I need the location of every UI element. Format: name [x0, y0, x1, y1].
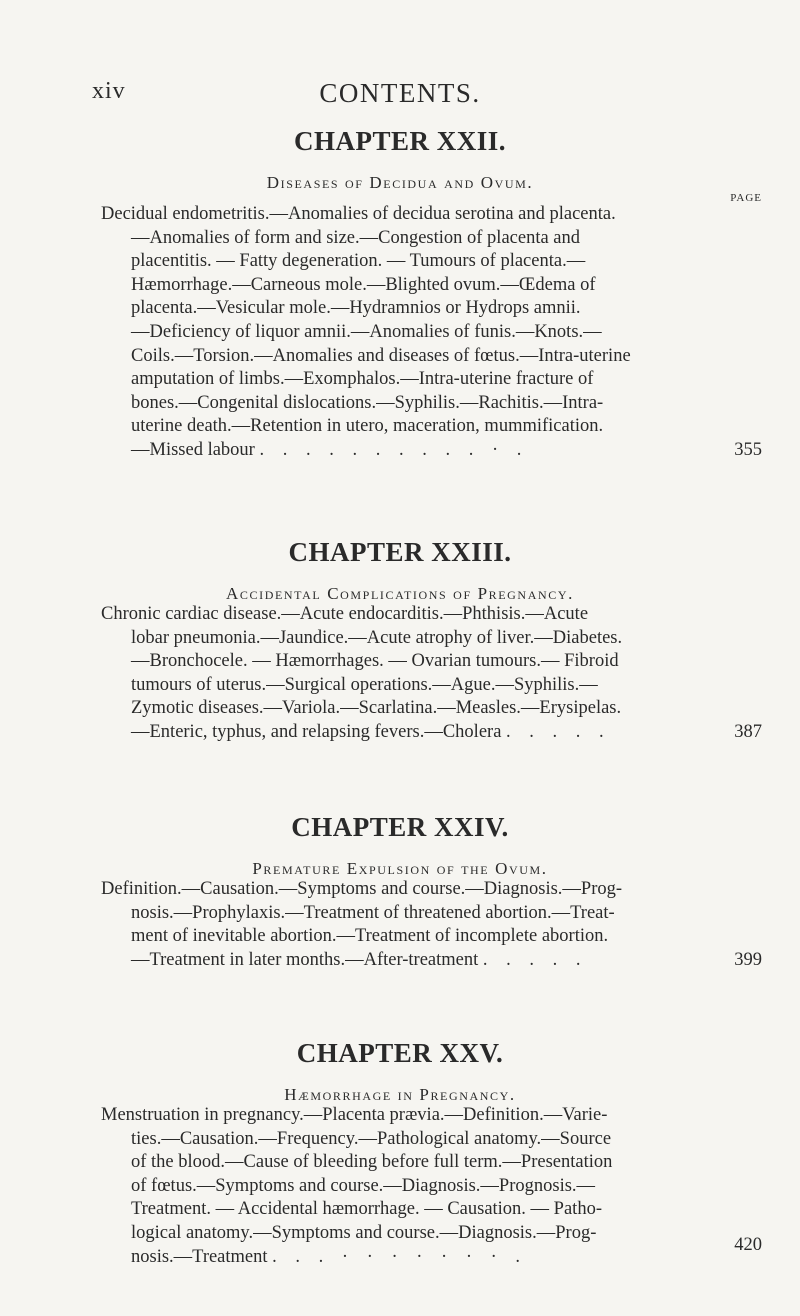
entry-line: Treatment. — Accidental hæmorrhage. — Causation. — Patho-: [131, 1199, 602, 1220]
entry-line: —Missed labour: [131, 440, 255, 460]
dot-leader: . . . . .: [506, 722, 611, 742]
entry-line: tumours of uterus.—Surgical operations.—Ague.—Syphilis.—: [131, 674, 598, 695]
entry-line: Menstruation in pregnancy.—Placenta prævia.—Definition.—Varie-: [101, 1105, 608, 1125]
chapter-title: CHAPTER XXIII.: [288, 537, 512, 567]
entry-line: —Bronchocele. — Hæmorrhages. — Ovarian tumours.— Fibroid: [131, 651, 619, 672]
entry-line: placenta.—Vesicular mole.—Hydramnios or Hydrops amnii.: [131, 298, 581, 319]
entry-line: logical anatomy.—Symptoms and course.—Diagnosis.—Prog-: [131, 1223, 597, 1243]
dot-leader: . . . . . . . . . . · .: [259, 440, 529, 460]
entry-line: —Treatment in later months.—After-treatment: [131, 949, 479, 970]
chapter-heading: [0, 126, 800, 194]
entry-line: ties.—Causation.—Frequency.—Pathological anatomy.—Source: [131, 1128, 612, 1149]
chapter-heading: [0, 1038, 800, 1106]
page-number: xiv: [92, 78, 126, 104]
entry-line: Definition.—Causation.—Symptoms and course.—Diagnosis.—Prog-: [101, 879, 623, 899]
dot-leader: . . . . .: [482, 949, 588, 970]
entry-line: Hæmorrhage.—Carneous mole.—Blighted ovum.—Œdema of: [131, 274, 596, 295]
chapter-subtitle: Hæmorrhage in Pregnancy.: [284, 1085, 516, 1104]
page-column-label: PAGE: [730, 192, 762, 204]
chapter-heading: [0, 812, 800, 880]
entry-line: of the blood.—Cause of bleeding before full term.—Presentation: [131, 1152, 613, 1173]
entry-line: Coils.—Torsion.—Anomalies and diseases of fœtus.—Intra-uterine: [131, 345, 631, 366]
chapter-subtitle: Premature Expulsion of the Ovum.: [252, 859, 548, 878]
entry-last-line: [131, 439, 528, 463]
page-reference: 420: [734, 1235, 762, 1255]
page-reference: 355: [734, 440, 762, 460]
page-reference: 399: [734, 949, 762, 970]
entry-line: uterine death.—Retention in utero, maceration, mummification.: [131, 416, 604, 437]
entry-line: placentitis. — Fatty degeneration. — Tumours of placenta.—: [131, 251, 586, 272]
entry-line: Chronic cardiac disease.—Acute endocarditis.—Phthisis.—Acute: [101, 604, 589, 624]
entry-line: —Anomalies of form and size.—Congestion of placenta and: [131, 227, 581, 248]
chapter-title: CHAPTER XXII.: [293, 126, 507, 156]
chapter-subtitle: Accidental Complications of Pregnancy.: [226, 584, 574, 603]
running-head: [0, 78, 800, 108]
page-reference: 387: [734, 722, 762, 742]
chapter-title: CHAPTER XXIV.: [291, 812, 509, 842]
entry-line: nosis.—Treatment: [131, 1246, 268, 1267]
chapter-subtitle: Diseases of Decidua and Ovum.: [266, 173, 534, 192]
entry-line: of fœtus.—Symptoms and course.—Diagnosis.—Prognosis.—: [131, 1175, 596, 1196]
entry-line: ment of inevitable abortion.—Treatment of incomplete abortion.: [131, 926, 609, 947]
entry-line: Zymotic diseases.—Variola.—Scarlatina.—Measles.—Erysipelas.: [131, 698, 622, 719]
chapter-heading: [0, 537, 800, 605]
chapter-title: CHAPTER XXV.: [296, 1038, 504, 1068]
entry-line: bones.—Congenital dislocations.—Syphilis.—Rachitis.—Intra-: [131, 392, 604, 413]
entry-line: Decidual endometritis.—Anomalies of decidua serotina and placenta.: [101, 204, 616, 224]
entry-line: nosis.—Prophylaxis.—Treatment of threatened abortion.—Treat-: [131, 902, 615, 923]
entry-last-line: [131, 949, 588, 973]
entry-line: lobar pneumonia.—Jaundice.—Acute atrophy of liver.—Diabetes.: [131, 627, 623, 648]
entry-line: —Deficiency of liquor amnii.—Anomalies of funis.—Knots.—: [131, 322, 602, 342]
dot-leader: . . . · · · · · · · .: [272, 1246, 528, 1267]
entry-last-line: [131, 1246, 527, 1270]
entry-last-line: [131, 721, 611, 745]
running-title: CONTENTS.: [319, 78, 481, 108]
entry-line: —Enteric, typhus, and relapsing fevers.—Cholera: [131, 722, 502, 742]
entry-line: amputation of limbs.—Exomphalos.—Intra-uterine fracture of: [131, 369, 594, 390]
